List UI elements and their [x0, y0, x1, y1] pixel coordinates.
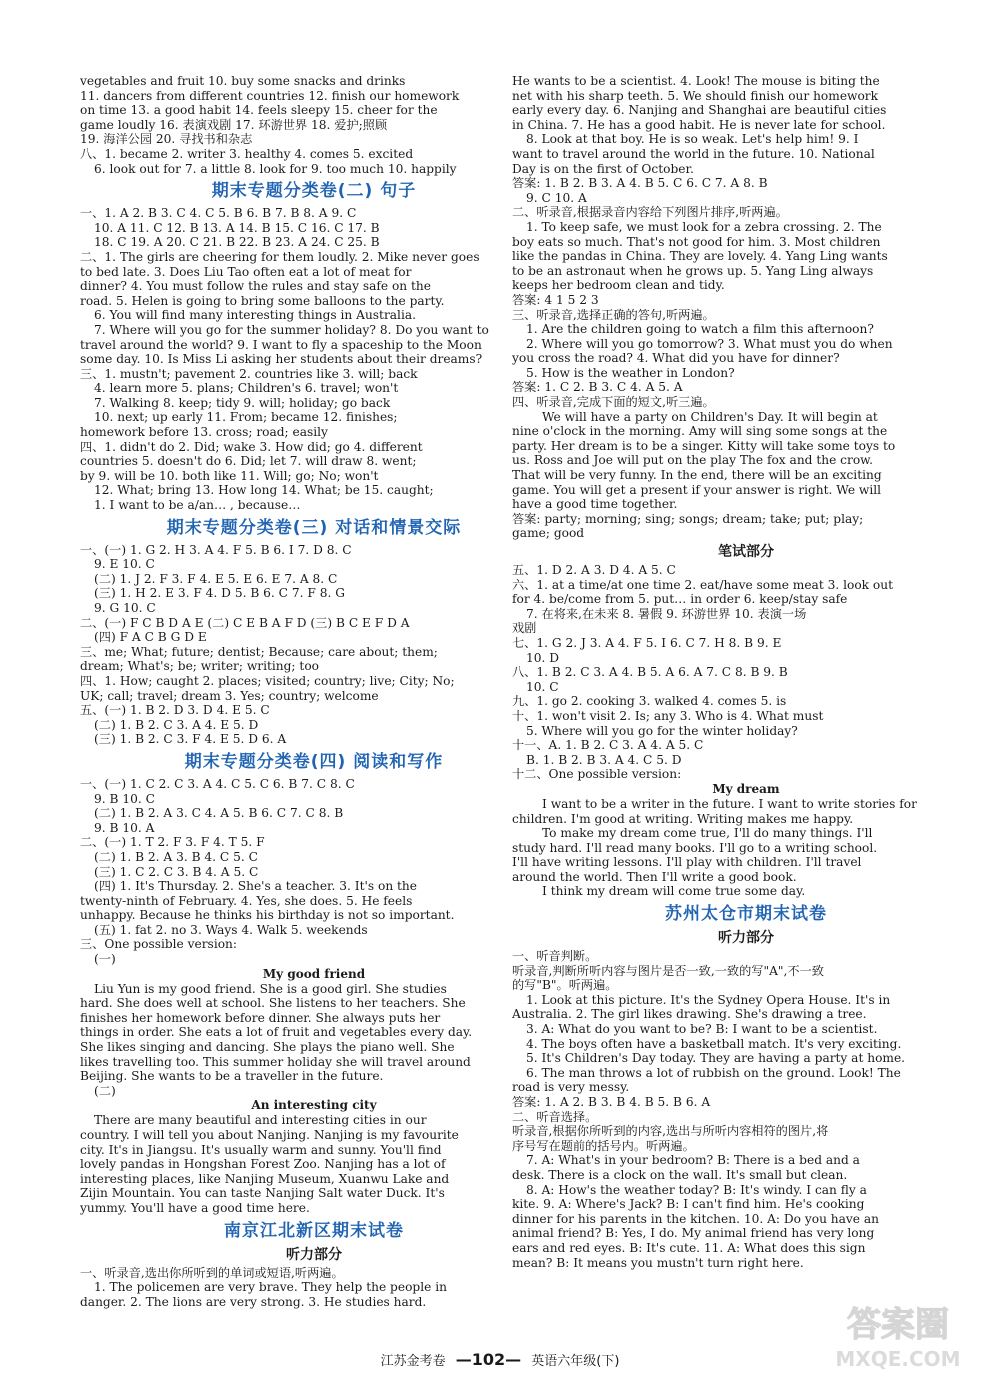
text-line: 一、听录音,选出你所听到的单词或短语,听两遍。: [80, 1265, 344, 1280]
text-line: early every day. 6. Nanjing and Shanghai are beautiful cities: [512, 103, 887, 118]
text-line: unhappy. Because he thinks his birthday is not so important.: [80, 908, 455, 923]
essay-title: My good friend: [262, 966, 366, 981]
text-line: 5. Where will you go for the winter holiday?: [526, 723, 798, 738]
text-line: countries 5. doesn't do 6. Did; let 7. will draw 8. went;: [80, 454, 417, 469]
text-line: 9. G 10. C: [94, 601, 156, 615]
left-column: [80, 74, 548, 1309]
text-line: net with his sharp teeth. 5. We should finish our homework: [512, 88, 879, 103]
text-line: 答案: 1. B 2. B 3. A 4. B 5. C 6. C 7. A 8. B: [512, 176, 768, 191]
text-line: 八、1. B 2. C 3. A 4. B 5. A 6. A 7. C 8. B 9. B: [512, 665, 788, 680]
watermark-logo: [818, 1296, 978, 1376]
text-line: (四) F A C B G D E: [94, 630, 207, 645]
text-line: 三、听录音,选择正确的答句,听两遍。: [512, 307, 715, 322]
text-line: 四、1. didn't do 2. Did; wake 3. How did; go 4. different: [80, 439, 423, 454]
text-line: 7. Walking 8. keep; tidy 9. will; holiday; go back: [94, 395, 391, 410]
text-line: game loudly 16. 表演戏剧 17. 环游世界 18. 爱护;照顾: [80, 117, 388, 132]
text-line: children. I'm good at writing. Writing makes me happy.: [512, 811, 854, 826]
text-line: things in order. She eats a lot of fruit and vegetables every day.: [80, 1025, 473, 1040]
text-line: I want to be a writer in the future. I want to write stories for: [542, 796, 917, 811]
right-column: [512, 74, 980, 1270]
text-line: 6. The man throws a lot of rubbish on the ground. Look! The: [526, 1065, 901, 1080]
text-line: road is very messy.: [512, 1080, 630, 1095]
watermark-line1: 答案圈: [847, 1305, 949, 1345]
text-line: 5. It's Children's Day today. They are having a party at home.: [526, 1051, 906, 1066]
text-line: 10. A 11. C 12. B 13. A 14. B 15. C 16. C 17. B: [94, 220, 380, 235]
text-line: 八、1. became 2. writer 3. healthy 4. comes 5. excited: [80, 146, 414, 161]
text-line: (二) 1. J 2. F 3. F 4. E 5. E 6. E 7. A 8. C: [94, 571, 338, 586]
text-line: 一、(一) 1. C 2. C 3. A 4. C 5. C 6. B 7. C 8. C: [80, 776, 355, 791]
text-line: 5. How is the weather in London?: [526, 365, 735, 380]
text-line: want to travel around the world in the future. 10. National: [512, 146, 875, 161]
text-line: 三、One possible version:: [80, 937, 238, 952]
text-line: danger. 2. The lions are very strong. 3. He studies hard.: [80, 1294, 427, 1309]
text-line: We will have a party on Children's Day. It will begin at: [542, 409, 878, 424]
text-line: homework before 13. cross; road; easily: [80, 425, 328, 440]
text-line: yummy. You'll have a good time here.: [80, 1200, 310, 1215]
text-line: 10. D: [526, 650, 560, 665]
text-line: twenty-ninth of February. 4. Yes, she does. 5. He feels: [80, 893, 413, 908]
text-line: 8. A: How's the weather today? B: It's windy. I can fly a: [526, 1182, 867, 1197]
text-line: 六、1. at a time/at one time 2. eat/have some meat 3. look out: [512, 577, 894, 592]
text-line: city. It's in Jiangsu. It's usually warm and sunny. You'll find: [80, 1142, 442, 1157]
text-line: kite. 9. A: Where's Jack? B: I can't find him. He's cooking: [512, 1197, 865, 1212]
text-line: 十一、A. 1. B 2. C 3. A 4. A 5. C: [512, 738, 704, 753]
text-line: 二、1. The girls are cheering for them loudly. 2. Mike never goes: [80, 249, 480, 264]
text-line: party. Her dream is to be a singer. Kitty will take some toys to: [512, 438, 896, 453]
text-line: 10. next; up early 11. From; became 12. finishes;: [94, 410, 398, 425]
text-line: (二) 1. B 2. C 3. A 4. E 5. D: [94, 717, 259, 732]
text-line: 二、(一) F C B D A E (二) C E B A F D (三) B C E F D A: [80, 615, 410, 630]
text-line: around the world. Then I'll write a good book.: [512, 869, 797, 884]
text-line: I think my dream will come true some day.: [542, 884, 806, 899]
text-line: road. 5. Helen is going to bring some balloons to the party.: [80, 293, 445, 308]
text-line: 五、(一) 1. B 2. D 3. D 4. E 5. C: [80, 703, 270, 718]
text-line: 三、1. mustn't; pavement 2. countries like 3. will; back: [80, 366, 418, 381]
text-line: mean? B: It means you mustn't turn right here.: [512, 1255, 804, 1270]
text-line: 七、1. G 2. J 3. A 4. F 5. I 6. C 7. H 8. B 9. E: [512, 635, 782, 650]
text-line: study hard. I'll read many books. I'll go to a writing school.: [512, 840, 878, 855]
text-line: 11. dancers from different countries 12. finish our homework: [80, 88, 460, 103]
text-line: 一、1. A 2. B 3. C 4. C 5. B 6. B 7. B 8. A 9. C: [80, 206, 357, 221]
text-line: 2. Where will you go tomorrow? 3. What must you do when: [526, 336, 893, 351]
text-line: to be an astronaut when he grows up. 5. Yang Ling always: [512, 263, 874, 278]
text-line: Beijing. She wants to be a traveller in the future.: [80, 1069, 384, 1084]
text-line: There are many beautiful and interesting cities in our: [94, 1113, 427, 1128]
text-line: 9. C 10. A: [526, 190, 587, 205]
text-line: like the pandas in China. They are lovely. 4. Yang Ling wants: [512, 249, 888, 264]
text-line: 十、1. won't visit 2. Is; any 3. Who is 4. What must: [512, 708, 824, 723]
text-line: 9. B 10. C: [94, 791, 155, 806]
text-line: 4. The boys often have a basketball match. It's very exciting.: [526, 1036, 902, 1051]
text-line: 的写"B"。听两遍。: [512, 978, 618, 993]
subsection-heading: 听力部分: [718, 930, 774, 947]
text-line: 7. Where will you go for the summer holiday? 8. Do you want to: [94, 322, 489, 337]
text-line: 一、(一) 1. G 2. H 3. A 4. F 5. B 6. I 7. D 8. C: [80, 542, 352, 557]
text-line: by 9. will be 10. both like 11. Will; go; No; won't: [80, 468, 379, 483]
text-line: 三、me; What; future; dentist; Because; care about; them;: [80, 644, 438, 659]
text-line: game. You will get a present if your answer is right. We will: [512, 482, 882, 497]
text-line: 18. C 19. A 20. C 21. B 22. B 23. A 24. C 25. B: [94, 235, 380, 250]
section-heading: 期末专题分类卷(四) 阅读和写作: [184, 751, 444, 772]
text-line: desk. There is a clock on the wall. It's small but clean.: [512, 1167, 848, 1182]
text-line: country. I will tell you about Nanjing. Nanjing is my favourite: [80, 1128, 459, 1142]
text-line: travel around the world? 9. I want to fly a spaceship to the Moon: [80, 337, 482, 352]
text-line: some day. 10. Is Miss Li asking her students about their dreams?: [80, 352, 483, 367]
text-line: To make my dream come true, I'll do many things. I'll: [542, 826, 873, 841]
text-line: 6. look out for 7. a little 8. look for 9. too much 10. happily: [94, 161, 457, 176]
text-line: 9. E 10. C: [94, 557, 155, 572]
text-line: Zijin Mountain. You can taste Nanjing Salt water Duck. It's: [80, 1186, 445, 1201]
text-line: I'll have writing lessons. I'll play with children. I'll travel: [512, 855, 862, 870]
text-line: 十二、One possible version:: [512, 767, 682, 782]
text-line: 6. You will find many interesting things in Australia.: [94, 308, 416, 323]
text-line: 答案: 1. A 2. B 3. B 4. B 5. B 6. A: [512, 1095, 711, 1109]
page-number: —102—: [455, 1350, 522, 1369]
text-line: 1. To keep safe, we must look for a zebra crossing. 2. The: [526, 219, 882, 234]
watermark-line2: MXQE.COM: [835, 1347, 961, 1371]
text-line: nine o'clock in the morning. Amy will sing some songs at the: [512, 424, 888, 439]
text-line: dinner? 4. You must follow the rules and stay safe on the: [80, 279, 431, 294]
text-line: 听录音,判断所听内容与图片是否一致,一致的写"A",不一致: [512, 963, 824, 978]
text-line: 答案: 1. C 2. B 3. C 4. A 5. A: [512, 380, 683, 395]
footer-subject: 英语六年级(下): [531, 1354, 620, 1369]
text-line: (三) 1. H 2. E 3. F 4. D 5. B 6. C 7. F 8. G: [94, 586, 345, 601]
text-line: to bed late. 3. Does Liu Tao often eat a lot of meat for: [80, 264, 412, 279]
text-line: 7. 在将来,在未来 8. 暑假 9. 环游世界 10. 表演一场: [526, 606, 807, 621]
text-line: (二) 1. B 2. A 3. C 4. A 5. B 6. C 7. C 8. B: [94, 806, 344, 821]
text-line: 一、听音判断。: [512, 949, 598, 964]
text-line: 19. 海洋公园 20. 寻找书和杂志: [80, 132, 253, 147]
text-line: He wants to be a scientist. 4. Look! The mouse is biting the: [512, 74, 880, 88]
footer-book-title: 江苏金考卷: [380, 1354, 446, 1369]
essay-title: An interesting city: [251, 1098, 377, 1113]
text-line: 8. Look at that boy. He is so weak. Let's help him! 9. I: [526, 132, 859, 147]
text-line: 4. learn more 5. plans; Children's 6. travel; won't: [94, 381, 399, 396]
text-line: us. Ross and Joe will put on the play The fox and the crow.: [512, 453, 874, 468]
text-line: (二): [94, 1083, 116, 1098]
text-line: on time 13. a good habit 14. feels sleepy 15. cheer for the: [80, 103, 438, 118]
text-line: game; good: [512, 526, 585, 541]
text-line: 序号写在题前的括号内。听两遍。: [512, 1138, 695, 1153]
text-line: ears and red eyes. B: It's cute. 11. A: What does this sign: [512, 1240, 866, 1255]
text-line: interesting places, like Nanjing Museum, Xuanwu Lake and: [80, 1171, 450, 1186]
text-line: 二、听音选择。: [512, 1109, 598, 1124]
text-line: vegetables and fruit 10. buy some snacks and drinks: [80, 74, 406, 88]
text-line: Australia. 2. The girl likes drawing. She's drawing a tree.: [512, 1007, 867, 1022]
text-line: 9. B 10. A: [94, 820, 155, 835]
text-line: 五、1. D 2. A 3. D 4. A 5. C: [512, 563, 676, 577]
text-line: 1. The policemen are very brave. They help the people in: [94, 1280, 447, 1295]
subsection-heading: 笔试部分: [718, 544, 774, 560]
text-line: boy eats so much. That's not good for him. 3. Most children: [512, 234, 881, 249]
text-line: 7. A: What's in your bedroom? B: There is a bed and a: [526, 1153, 860, 1168]
text-line: (四) 1. It's Thursday. 2. She's a teacher. 3. It's on the: [94, 879, 417, 894]
text-line: in China. 7. He has a good habit. He is never late for school.: [512, 117, 886, 132]
text-line: dream; What's; be; writer; writing; too: [80, 659, 319, 674]
text-line: lovely pandas in Hongshan Forest Zoo. Nanjing has a lot of: [80, 1157, 446, 1172]
text-line: 10. C: [526, 679, 559, 694]
text-line: She likes singing and dancing. She plays the piano well. She: [80, 1040, 455, 1055]
text-line: 12. What; bring 13. How long 14. What; be 15. caught;: [94, 483, 434, 498]
text-line: Liu Yun is my good friend. She is a good girl. She studies: [94, 981, 447, 996]
text-line: Day is on the first of October.: [512, 161, 694, 176]
text-line: 四、1. How; caught 2. places; visited; country; live; City; No;: [80, 673, 455, 688]
text-line: 3. A: What do you want to be? B: I want to be a scientist.: [526, 1022, 878, 1037]
text-line: 戏剧: [512, 621, 537, 636]
text-line: 二、(一) 1. T 2. F 3. F 4. T 5. F: [80, 835, 265, 850]
essay-title: My dream: [712, 781, 780, 796]
section-heading: 期末专题分类卷(二) 句子: [211, 181, 417, 202]
text-line: That will be very funny. In the end, there will be an exciting: [512, 468, 882, 483]
text-line: animal friend? B: Yes, I do. My animal friend has very long: [512, 1226, 875, 1241]
text-line: likes travelling too. This summer holiday she will travel around: [80, 1054, 471, 1069]
section-heading: 南京江北新区期末试卷: [224, 1220, 404, 1241]
text-line: UK; call; travel; dream 3. Yes; country; welcome: [80, 688, 379, 703]
text-line: you cross the road? 4. What did you have for dinner?: [512, 351, 840, 366]
text-line: (三) 1. C 2. C 3. B 4. A 5. C: [94, 864, 259, 879]
section-heading: 苏州太仓市期末试卷: [665, 904, 827, 925]
text-line: 答案: 4 1 5 2 3: [512, 292, 599, 307]
subsection-heading: 听力部分: [286, 1246, 342, 1263]
text-line: (一): [94, 952, 116, 967]
text-line: 听录音,根据你所听到的内容,选出与所听内容相符的图片,将: [512, 1124, 829, 1139]
text-line: (三) 1. B 2. C 3. F 4. E 5. D 6. A: [94, 732, 287, 747]
text-line: dinner for his parents in the kitchen. 10. A: Do you have an: [512, 1211, 880, 1226]
text-line: 答案: party; morning; sing; songs; dream; take; put; play;: [512, 511, 864, 526]
text-line: (二) 1. B 2. A 3. B 4. C 5. C: [94, 849, 258, 864]
text-line: keeps her bedroom clean and tidy.: [512, 278, 725, 293]
text-line: 二、听录音,根据录音内容给下列图片排序,听两遍。: [512, 205, 788, 220]
text-line: 四、听录音,完成下面的短文,听三遍。: [512, 395, 715, 410]
text-line: 1. Are the children going to watch a film this afternoon?: [526, 322, 874, 337]
text-line: 九、1. go 2. cooking 3. walked 4. comes 5. is: [512, 694, 787, 709]
text-line: (五) 1. fat 2. no 3. Ways 4. Walk 5. weekends: [94, 922, 368, 937]
text-line: B. 1. B 2. B 3. A 4. C 5. D: [526, 752, 682, 767]
text-line: finishes her homework before dinner. She always puts her: [80, 1010, 441, 1025]
text-line: 1. I want to be a/an… , because…: [94, 498, 301, 513]
text-line: for 4. be/come from 5. put… in order 6. keep/stay safe: [512, 592, 848, 607]
text-line: hard. She does well at school. She listens to her teachers. She: [80, 996, 466, 1011]
section-heading: 期末专题分类卷(三) 对话和情景交际: [166, 517, 462, 538]
text-line: 1. Look at this picture. It's the Sydney Opera House. It's in: [526, 992, 891, 1007]
text-line: have a good time together.: [512, 497, 678, 512]
